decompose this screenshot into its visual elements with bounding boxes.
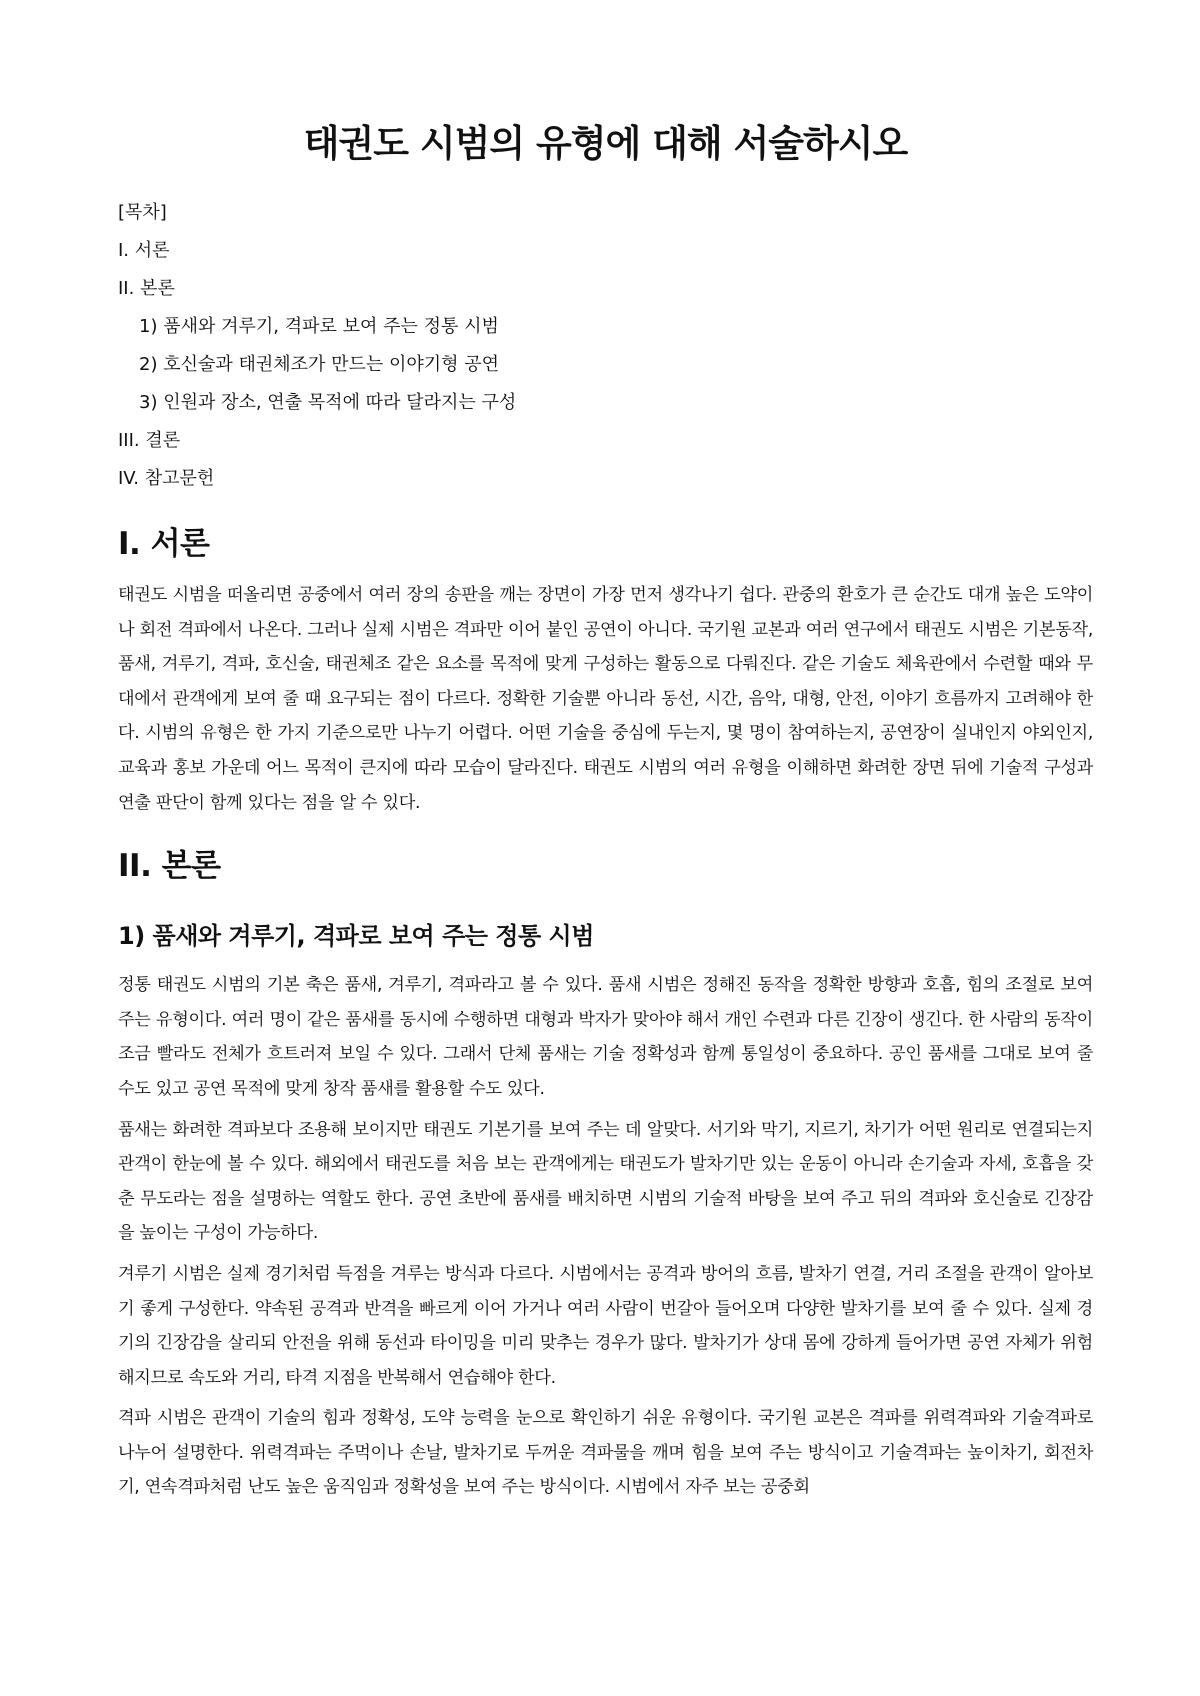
body-paragraph: 겨루기 시범은 실제 경기처럼 득점을 겨루는 방식과 다르다. 시범에서는 공격과 방어의 흐름, 발차기 연결, 거리 조절을 관객이 알아보기 좋게 구성한다. 약속된 공격과 반격을 빠르게 이어 가거나 여러 사람이 번갈아 들어오며 다양한 발차기를 보여 줄 수 있다. 실제 경기의 긴장감을 살리되 안전을 위해 동선과 타이밍을 미리 맞추는 경우가 많다. 발차기가 상대 몸에 강하게 들어가면 공연 자체가 위험해지므로 속도와 거리, 타격 지점을 반복해서 연습해야 한다.: [118, 1263, 1093, 1388]
intro-paragraph: 태권도 시범을 떠올리면 공중에서 여러 장의 송판을 깨는 장면이 가장 먼저 생각나기 쉽다. 관중의 환호가 큰 순간도 대개 높은 도약이나 회전 격파에서 나온다. 그러나 실제 시범은 격파만 이어 붙인 공연이 아니다. 국기원 교본과 여러 연구에서 태권도 시범은 기본동작, 품새, 겨루기, 격파, 호신술, 태권체조 같은 요소를 목적에 맞게 구성하는 활동으로 다뤄진다. 같은 기술도 체육관에서 수련할 때와 무대에서 관객에게 보여 줄 때 요구되는 점이 다르다. 정확한 기술뿐 아니라 동선, 시간, 음악, 대형, 안전, 이야기 흐름까지 고려해야 한다. 시범의 유형은 한 가지 기준으로만 나누기 어렵다. 어떤 기술을 중심에 두는지, 몇 명이 참여하는지, 공연장이 실내인지 야외인지, 교육과 홍보 가운데 어느 목적이 큰지에 따라 모습이 달라진다. 태권도 시범의 여러 유형을 이해하면 화려한 장면 뒤에 기술적 구성과 연출 판단이 함께 있다는 점을 알 수 있다.: [118, 585, 1093, 813]
toc-item: III. 결론: [118, 430, 181, 451]
toc-heading: [목차]: [118, 202, 167, 223]
body-paragraph: 정통 태권도 시범의 기본 축은 품새, 겨루기, 격파라고 볼 수 있다. 품새 시범은 정해진 동작을 정확한 방향과 호흡, 힘의 조절로 보여 주는 유형이다. 여러 명이 같은 품새를 동시에 수행하면 대형과 박자가 맞아야 해서 개인 수련과 다른 긴장이 생긴다. 한 사람의 동작이 조금 빨라도 전체가 흐트러져 보일 수 있다. 그래서 단체 품새는 기술 정확성과 함께 통일성이 중요하다. 공인 품새를 그대로 보여 줄 수도 있고 공연 목적에 맞게 창작 품새를 활용할 수도 있다.: [118, 975, 1093, 1099]
subsection-heading: 1) 품새와 겨루기, 격파로 보여 주는 정통 시범: [118, 922, 594, 951]
toc-item: I. 서론: [118, 240, 170, 261]
table-of-contents: [118, 194, 1093, 498]
toc-item: IV. 참고문헌: [118, 468, 215, 489]
toc-subitem: 2) 호신술과 태권체조가 만드는 이야기형 공연: [139, 354, 500, 375]
body-paragraph: 격파 시범은 관객이 기술의 힘과 정확성, 도약 능력을 눈으로 확인하기 쉬운 유형이다. 국기원 교본은 격파를 위력격파와 기술격파로 나누어 설명한다. 위력격파는 주먹이나 손날, 발차기로 두꺼운 격파물을 깨며 힘을 보여 주는 방식이고 기술격파는 높이차기, 회전차기, 연속격파처럼 난도 높은 움직임과 정확성을 보여 주는 방식이다. 시범에서 자주 보는 공중회: [118, 1408, 1093, 1498]
body-paragraph: 품새는 화려한 격파보다 조용해 보이지만 태권도 기본기를 보여 주는 데 알맞다. 서기와 막기, 지르기, 차기가 어떤 원리로 연결되는지 관객이 한눈에 볼 수 있다. 해외에서 태권도를 처음 보는 관객에게는 태권도가 발차기만 있는 운동이 아니라 손기술과 자세, 호흡을 갖춘 무도라는 점을 설명하는 역할도 한다. 공연 초반에 품새를 배치하면 시범의 기술적 바탕을 보여 주고 뒤의 격파와 호신술로 긴장감을 높이는 구성이 가능하다.: [118, 1119, 1093, 1244]
toc-subitem: 3) 인원과 장소, 연출 목적에 따라 달라지는 구성: [139, 392, 517, 413]
document-title: 태권도 시범의 유형에 대해 서술하시오: [303, 122, 908, 165]
toc-subitem: 1) 품새와 겨루기, 격파로 보여 주는 정통 시범: [139, 316, 499, 337]
section-heading-body: II. 본론: [118, 848, 221, 885]
toc-item: II. 본론: [118, 278, 175, 299]
section-heading-intro: I. 서론: [118, 526, 210, 562]
